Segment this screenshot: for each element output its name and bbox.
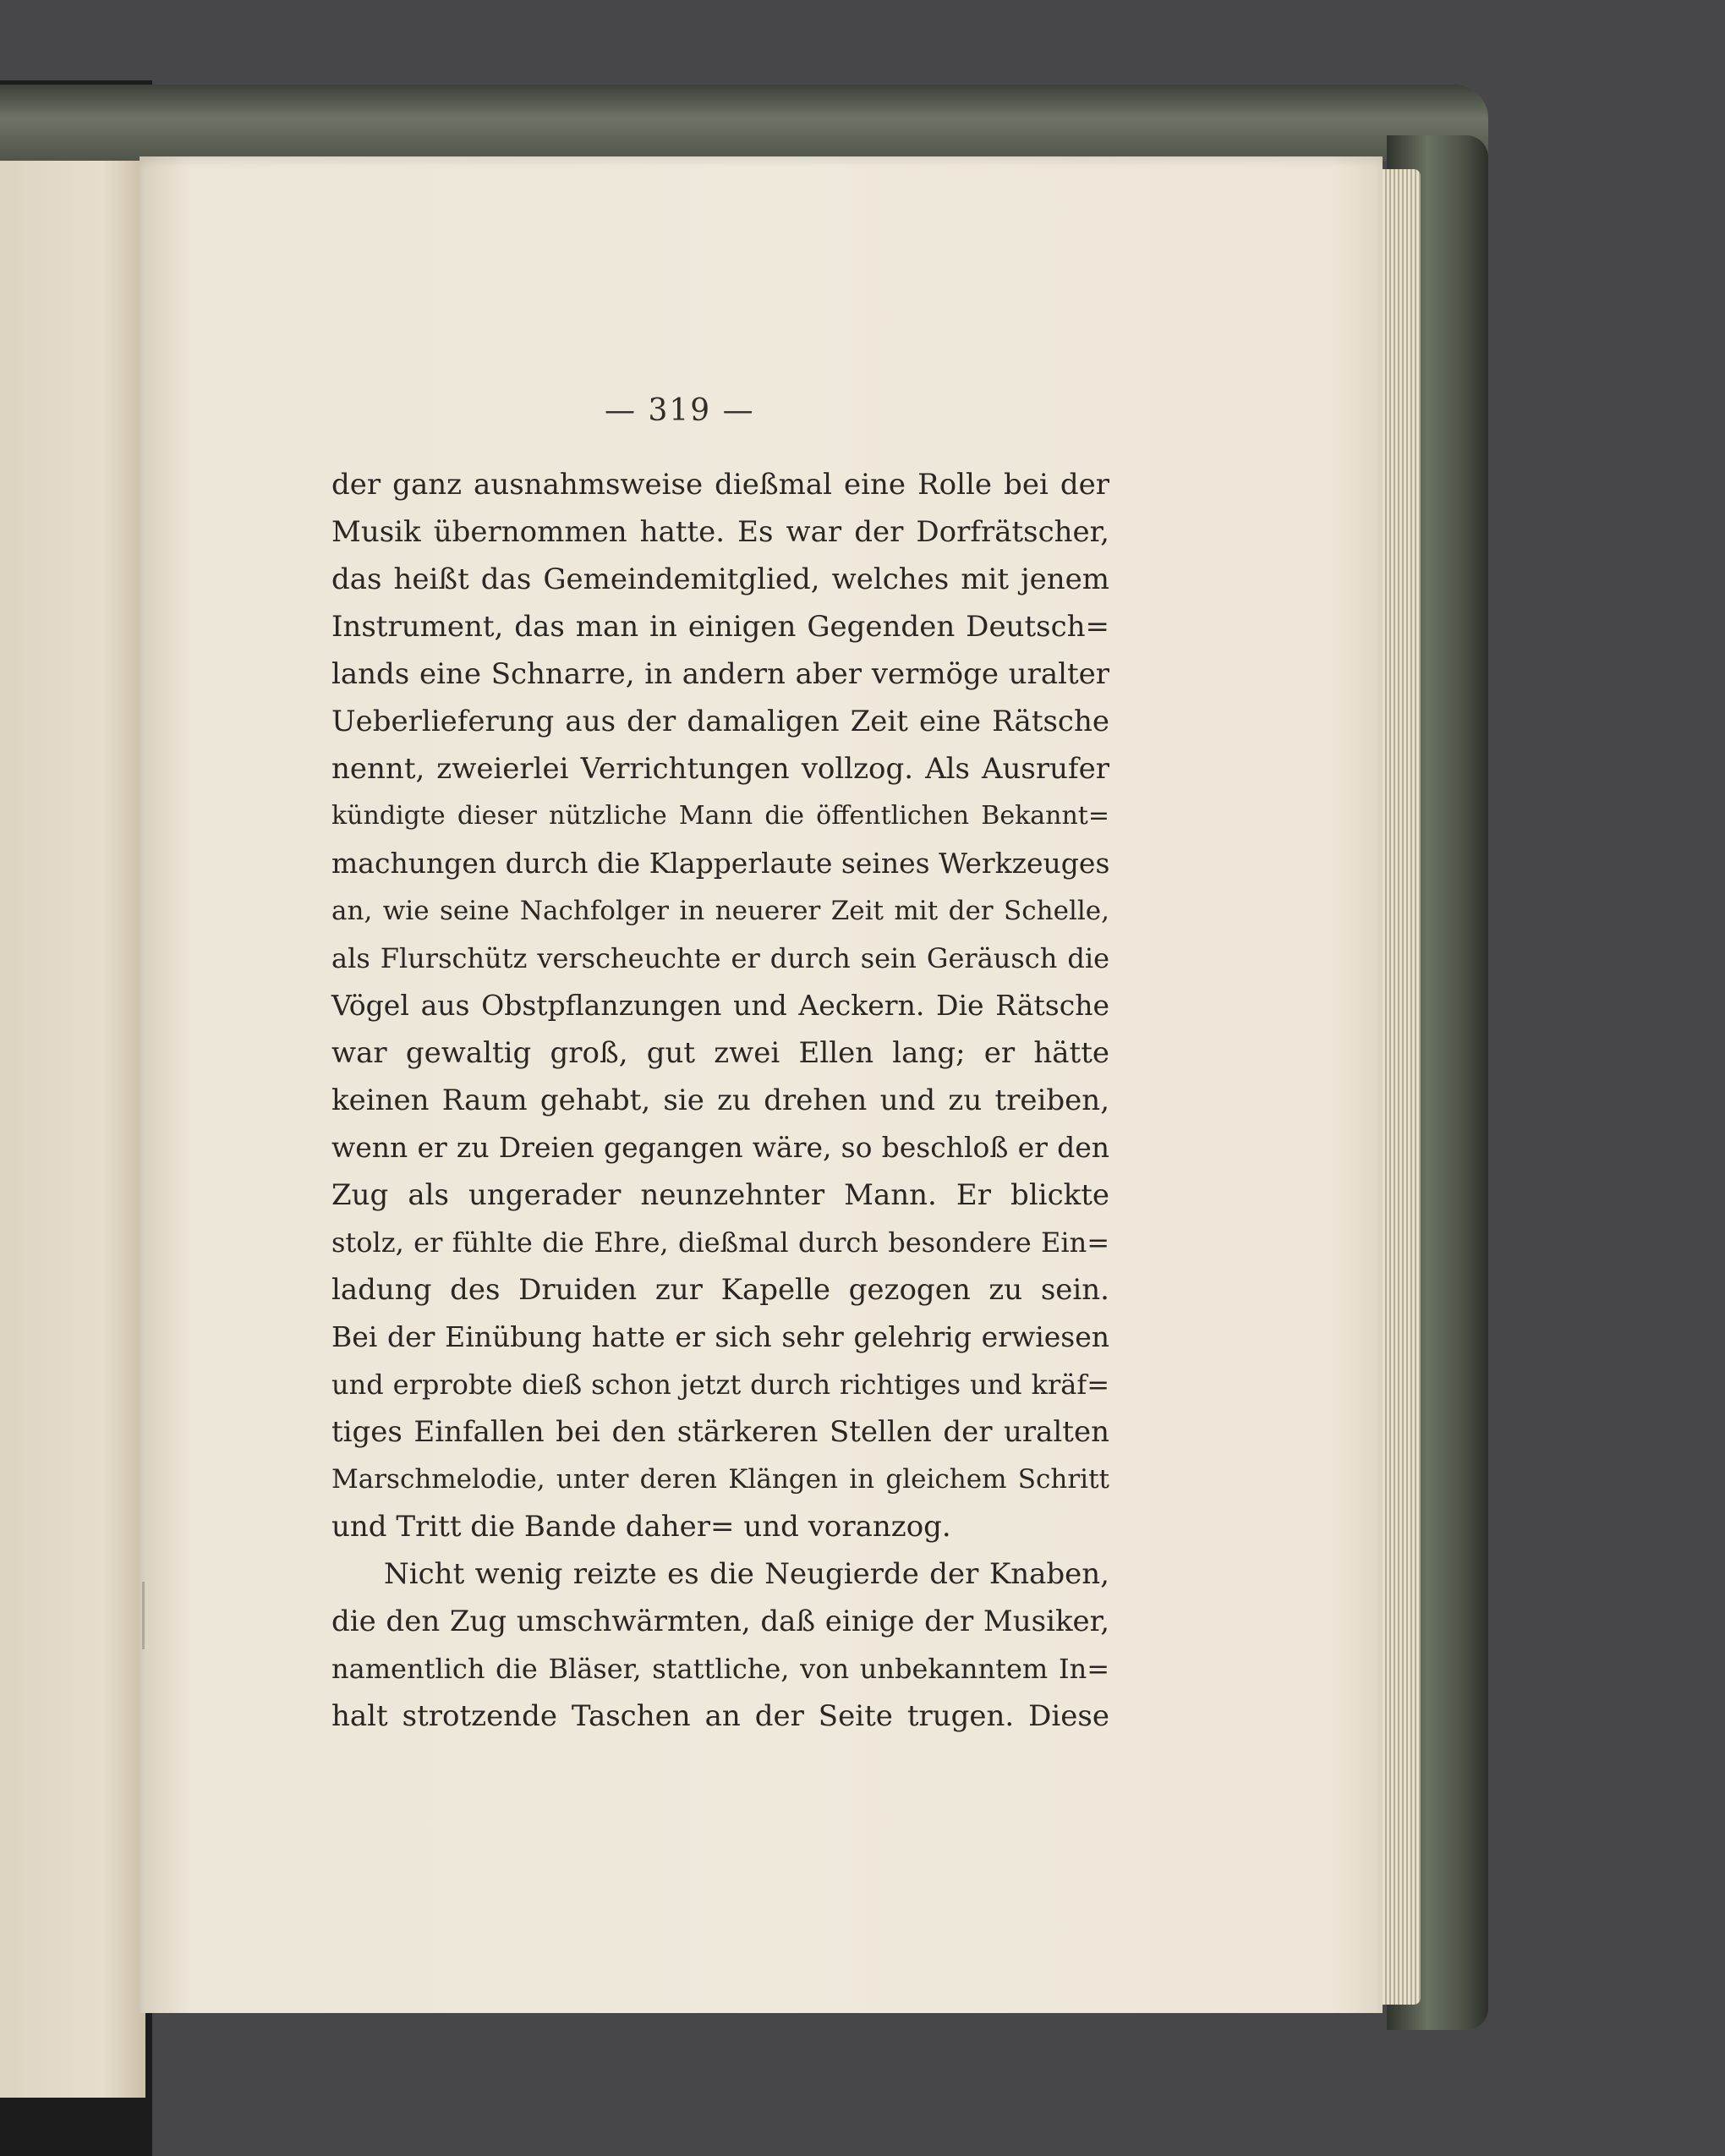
text-line: stolz, er fühlte die Ehre, dießmal durch besondere Ein= [331, 1226, 1109, 1259]
page-number: — 319 — [605, 393, 755, 428]
text-line: keinen Raum gehabt, sie zu drehen und zu treiben, [331, 1083, 1109, 1117]
text-line: Zug als ungerader neunzehnter Mann. Er blickte [331, 1178, 1109, 1212]
book-binding-top [0, 85, 1488, 161]
page-crease [142, 1582, 145, 1649]
text-line: tiges Einfallen bei den stärkeren Stellen der uralten [331, 1415, 1109, 1449]
text-line: und erprobte dieß schon jetzt durch richtiges und kräf= [331, 1369, 1109, 1401]
text-line: Instrument, das man in einigen Gegenden Deutsch= [331, 610, 1109, 644]
text-line: Bei der Einübung hatte er sich sehr gelehrig erwiesen [331, 1320, 1109, 1353]
text-line: halt strotzende Taschen an der Seite trugen. Diese [331, 1699, 1109, 1733]
text-line: ladung des Druiden zur Kapelle gezogen zu sein. [331, 1273, 1109, 1307]
text-line: namentlich die Bläser, stattliche, von unbekanntem In= [331, 1653, 1109, 1685]
text-line: Marschmelodie, unter deren Klängen in gleichem Schritt [331, 1464, 1109, 1495]
text-line: der ganz ausnahmsweise dießmal eine Rolle bei der [331, 468, 1109, 502]
text-line: Vögel aus Obstpflanzungen und Aeckern. Die Rätsche [331, 989, 1109, 1022]
text-line: Ueberlieferung aus der damaligen Zeit eine Rätsche [331, 705, 1109, 738]
text-line: machungen durch die Klapperlaute seines Werkzeuges [331, 847, 1110, 880]
text-line: war gewaltig groß, gut zwei Ellen lang; er hätte [331, 1036, 1109, 1070]
text-line: und Tritt die Bande daher= und voranzog. [331, 1510, 951, 1544]
text-line: das heißt das Gemeindemitglied, welches mit jenem [331, 562, 1109, 596]
text-line: wenn er zu Dreien gegangen wäre, so beschloß er den [331, 1131, 1109, 1164]
text-line: nennt, zweierlei Verrichtungen vollzog. Als Ausrufer [331, 752, 1109, 786]
text-line: die den Zug umschwärmten, daß einige der Musiker, [331, 1605, 1109, 1638]
text-line: Nicht wenig reizte es die Neugierde der Knaben, [384, 1557, 1109, 1591]
text-line: lands eine Schnarre, in andern aber vermöge uralter [331, 657, 1109, 691]
text-line: Musik übernommen hatte. Es war der Dorfrätscher, [331, 515, 1109, 549]
left-page [0, 161, 145, 2098]
body-text [331, 461, 1109, 1740]
text-line: als Flurschütz verscheuchte er durch sein Geräusch die [331, 942, 1109, 974]
text-line: kündigte dieser nützliche Mann die öffentlichen Bekannt= [331, 801, 1109, 831]
text-line: an, wie seine Nachfolger in neuerer Zeit mit der Schelle, [331, 896, 1109, 926]
